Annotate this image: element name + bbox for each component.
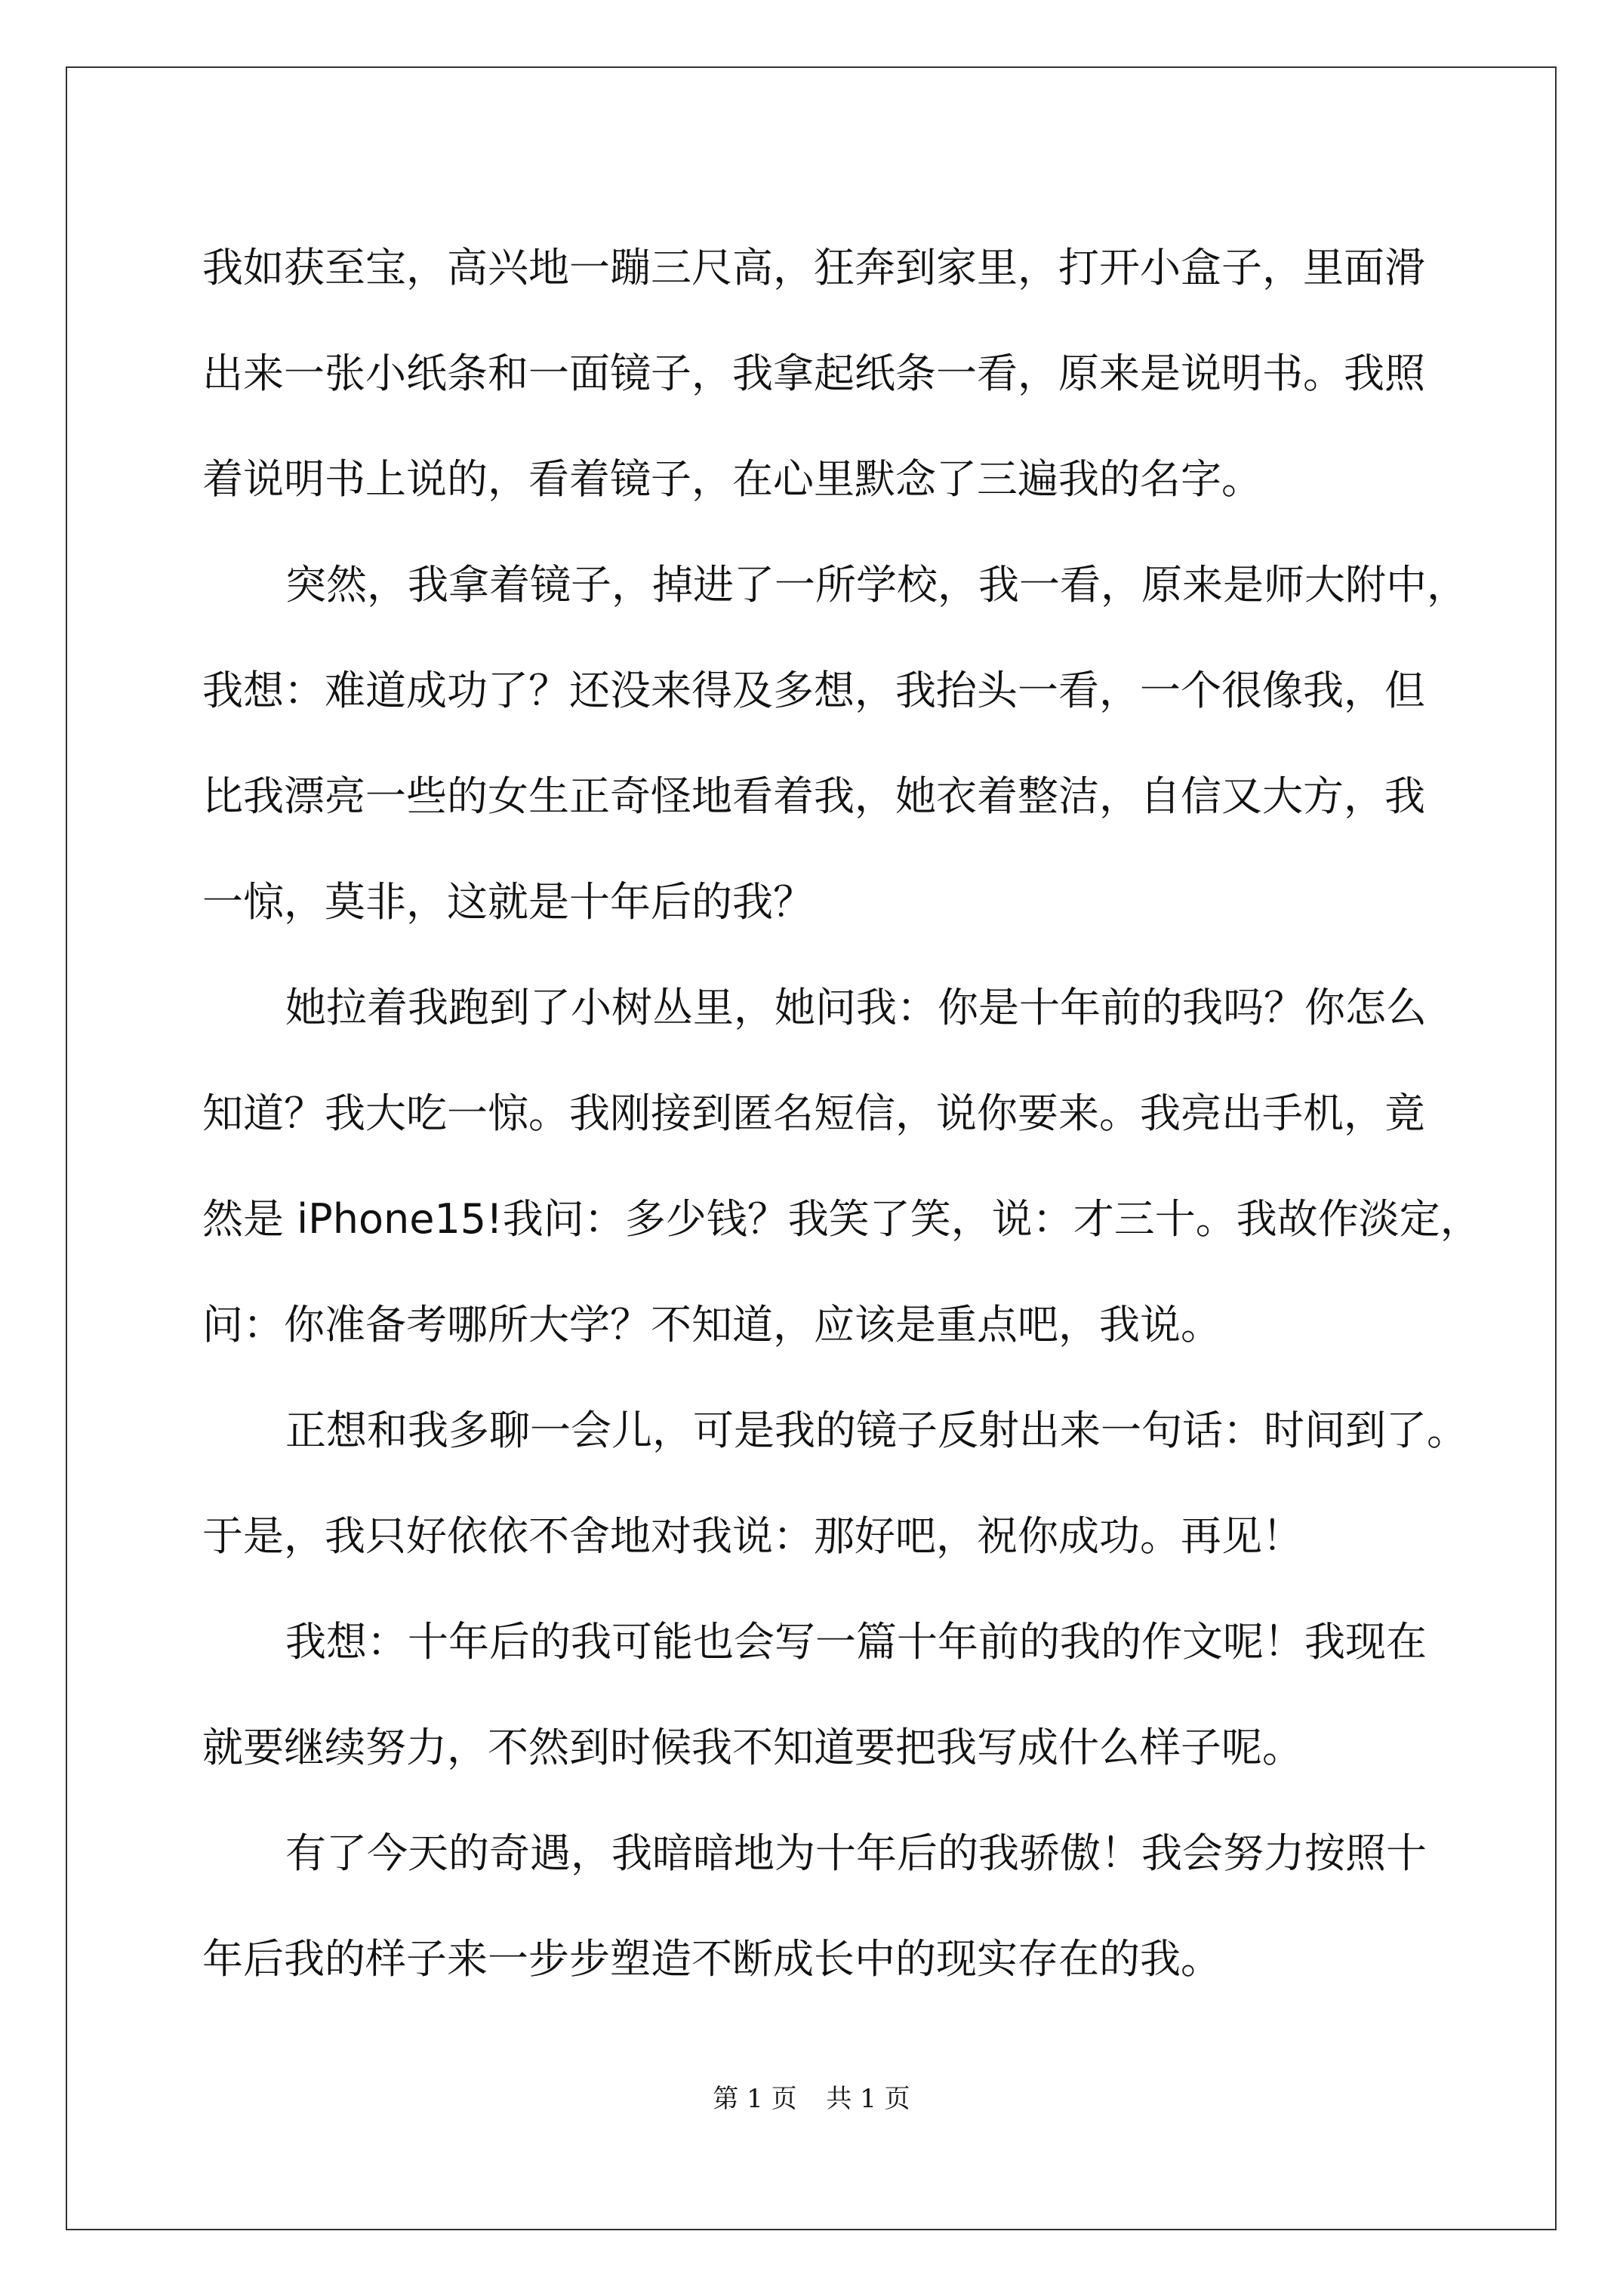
- text-line-16: 有了今天的奇遇，我暗暗地为十年后的我骄傲！我会努力按照十: [285, 1829, 1427, 1877]
- text-line-3: 着说明书上说的，看着镜子，在心里默念了三遍我的名字。: [202, 455, 1262, 503]
- text-line-9: 知道？我大吃一惊。我刚接到匿名短信，说你要来。我亮出手机，竟: [202, 1089, 1425, 1137]
- page-number: 第 1 页: [713, 2084, 797, 2114]
- text-line-12: 正想和我多聊一会儿，可是我的镜子反射出来一句话：时间到了。: [285, 1407, 1467, 1454]
- text-line-14: 我想：十年后的我可能也会写一篇十年前的我的作文呢！我现在: [285, 1618, 1427, 1666]
- text-line-15: 就要继续努力，不然到时候我不知道要把我写成什么样子呢。: [202, 1724, 1303, 1771]
- text-line-10: 然是 iPhone15!我问：多少钱？我笑了笑，说：才三十。我故作淡定，: [202, 1195, 1481, 1243]
- text-line-7: 一惊，莫非，这就是十年后的我？: [202, 878, 814, 926]
- text-line-17: 年后我的样子来一步步塑造不断成长中的现实存在的我。: [202, 1935, 1221, 1983]
- text-line-6: 比我漂亮一些的女生正奇怪地看着我，她衣着整洁，自信又大方，我: [202, 772, 1425, 820]
- page-total: 共 1 页: [826, 2084, 910, 2114]
- document-body: [202, 215, 1481, 2012]
- text-line-13: 于是，我只好依依不舍地对我说：那好吧，祝你成功。再见！: [202, 1512, 1303, 1560]
- page-footer: [0, 2078, 1623, 2115]
- text-line-2: 出来一张小纸条和一面镜子，我拿起纸条一看，原来是说明书。我照: [202, 350, 1425, 397]
- text-line-5: 我想：难道成功了？还没来得及多想，我抬头一看，一个很像我，但: [202, 667, 1425, 714]
- text-line-8: 她拉着我跑到了小树丛里，她问我：你是十年前的我吗？你怎么: [285, 984, 1427, 1031]
- text-line-1: 我如获至宝，高兴地一蹦三尺高，狂奔到家里，打开小盒子，里面滑: [202, 244, 1425, 291]
- text-line-11: 问：你准备考哪所大学？不知道，应该是重点吧，我说。: [202, 1301, 1221, 1348]
- text-line-4: 突然，我拿着镜子，掉进了一所学校，我一看，原来是师大附中，: [285, 561, 1467, 609]
